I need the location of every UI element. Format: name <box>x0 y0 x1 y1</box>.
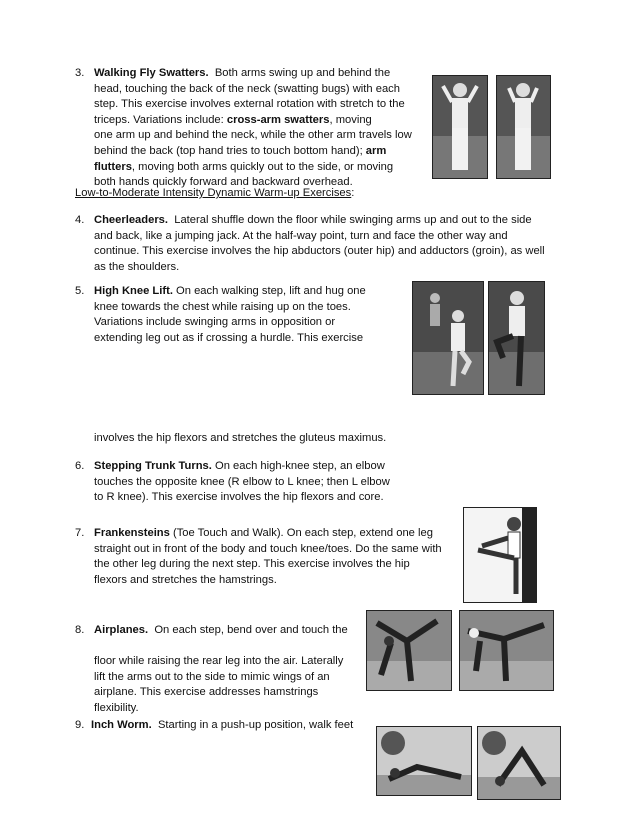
person-figure-icon <box>377 727 471 795</box>
section-heading: Low-to-Moderate Intensity Dynamic Warm-up Exercises: <box>75 187 355 199</box>
person-figure-icon <box>478 727 560 799</box>
photo-fly-swatters-1 <box>432 75 488 179</box>
photo-inch-worm-2 <box>477 726 561 800</box>
photo-frankensteins <box>463 507 537 603</box>
item-4-title: Cheerleaders. <box>94 214 169 226</box>
photo-airplanes-1 <box>366 610 452 691</box>
item-6-text: Stepping Trunk Turns. On each high-knee step, an elbow touches the opposite knee (R elbow to L knee; then L elbow to R knee). This exercise involves the hip flexors and core. <box>94 460 390 504</box>
photo-high-knee-1 <box>412 281 484 395</box>
person-figure-icon <box>464 508 536 602</box>
item-5-title: High Knee Lift. <box>94 285 173 297</box>
item-8-text: Airplanes. On each step, bend over and touch the <box>94 624 348 636</box>
person-figure-icon <box>413 282 483 394</box>
item-7-title: Frankensteins <box>94 527 170 539</box>
photo-airplanes-2 <box>459 610 554 691</box>
item-8-title: Airplanes. <box>94 624 149 636</box>
item-6-title: Stepping Trunk Turns. <box>94 460 212 472</box>
item-6-number: 6. <box>75 460 85 472</box>
item-5-number: 5. <box>75 285 85 297</box>
item-9-number: 9. <box>75 719 85 731</box>
person-figure-icon <box>433 76 487 178</box>
item-8-number: 8. <box>75 624 85 636</box>
item-7-number: 7. <box>75 527 85 539</box>
item-7-text: Frankensteins (Toe Touch and Walk). On each step, extend one leg straight out in front of the body and touch knee/toes. Do the same with the other leg during the next step. This exercise involves the hip flexors and stretches the hamstrings. <box>94 527 442 586</box>
person-figure-icon <box>497 76 550 178</box>
photo-fly-swatters-2 <box>496 75 551 179</box>
person-figure-icon <box>460 611 553 690</box>
item-3-title: Walking Fly Swatters. <box>94 67 209 79</box>
photo-inch-worm-1 <box>376 726 472 796</box>
item-3-number: 3. <box>75 67 85 79</box>
item-4-text: Cheerleaders. Lateral shuffle down the floor while swinging arms up and out to the side and back, like a jumping jack. At the half-way point, turn and face the other way and continue. This exercise involves the hip abductors (outer hip) and adductors (groin), as well as the shoulders. <box>94 214 545 273</box>
item-3-text: Walking Fly Swatters. Both arms swing up and behind the head, touching the back of the neck (swatting bugs) with each step. This exercise involves external rotation with stretch to the triceps. Variations include: cross-arm swatters, moving one arm up and behind the neck, while the other arm travels low behind the back (top hand tries to touch bottom hand); arm flutters, moving both arms quickly out to the side, or moving both hands quickly forward and backward overhead. <box>94 67 412 189</box>
item-5-continued: involves the hip flexors and stretches the gluteus maximus. <box>94 432 387 444</box>
item-5-text: High Knee Lift. On each walking step, lift and hug one knee towards the chest while raising up on the toes. Variations include swinging arms in opposition or extending leg out as if crossing a hurdle. This exercise <box>94 285 366 344</box>
photo-high-knee-2 <box>488 281 545 395</box>
item-4-number: 4. <box>75 214 85 226</box>
person-figure-icon <box>489 282 544 394</box>
item-8-continued: floor while raising the rear leg into the air. Laterally lift the arms out to the side to mimic wings of an airplane. This exercise addresses hamstrings flexibility. <box>94 655 344 714</box>
person-figure-icon <box>367 611 451 690</box>
item-9-title: Inch Worm. <box>91 719 152 731</box>
item-9-text: Inch Worm. Starting in a push-up position, walk feet <box>91 719 354 731</box>
